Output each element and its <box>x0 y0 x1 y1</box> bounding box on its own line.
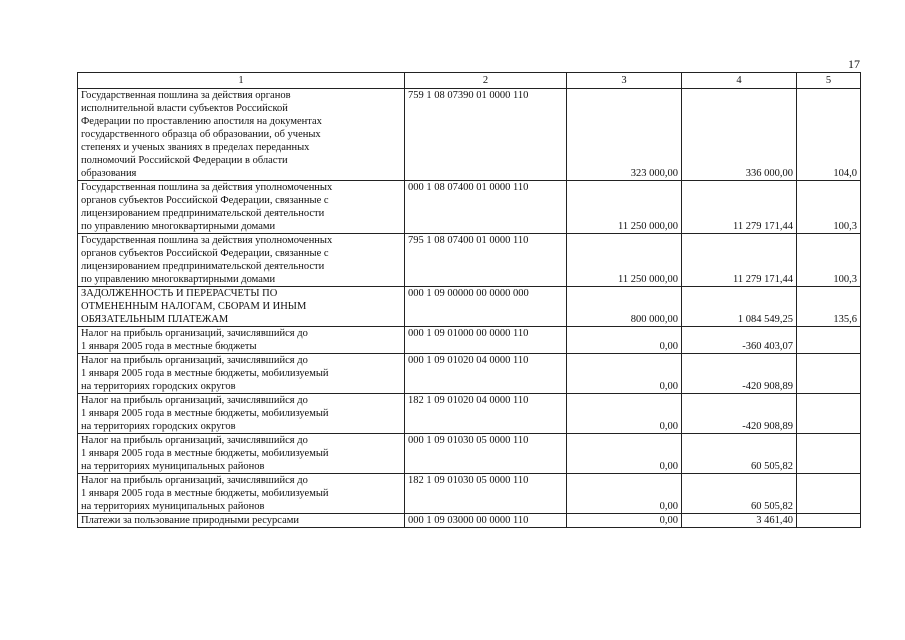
row-name-line: Налог на прибыль организаций, зачислявшийся до <box>81 435 308 446</box>
row-code-cell: 000 1 09 00000 00 0000 000 <box>405 287 567 327</box>
row-fact-cell: 1 084 549,25 <box>682 287 797 327</box>
header-row <box>78 73 861 89</box>
row-name-line: по управлению многоквартирными домами <box>81 274 276 285</box>
row-name-cell <box>78 474 405 514</box>
row-code-cell: 182 1 09 01030 05 0000 110 <box>405 474 567 514</box>
row-name-line: Государственная пошлина за действия органов <box>81 90 291 101</box>
row-code-cell: 795 1 08 07400 01 0000 110 <box>405 234 567 287</box>
table-row <box>78 181 861 234</box>
row-name-line: образования <box>81 168 137 179</box>
row-plan-cell: 0,00 <box>567 394 682 434</box>
row-name-cell <box>78 234 405 287</box>
table-body <box>78 89 861 528</box>
row-name-cell <box>78 327 405 354</box>
row-percent-cell: 100,3 <box>797 181 861 234</box>
row-code-cell: 000 1 09 01000 00 0000 110 <box>405 327 567 354</box>
row-name-line: на территориях муниципальных районов <box>81 501 265 512</box>
table-row <box>78 434 861 474</box>
row-code-cell: 000 1 09 01030 05 0000 110 <box>405 434 567 474</box>
row-fact-cell: 3 461,40 <box>682 514 797 528</box>
row-name-line: государственного образца об образовании, об ученых <box>81 129 321 140</box>
row-name-line: органов субъектов Российской Федерации, связанные с <box>81 248 329 259</box>
row-plan-cell: 11 250 000,00 <box>567 181 682 234</box>
row-fact-cell: 11 279 171,44 <box>682 234 797 287</box>
table-row <box>78 327 861 354</box>
row-name-line: на территориях городских округов <box>81 421 236 432</box>
row-name-line: 1 января 2005 года в местные бюджеты, мобилизуемый <box>81 448 329 459</box>
row-percent-cell <box>797 434 861 474</box>
row-name-cell <box>78 89 405 181</box>
row-name-line: Государственная пошлина за действия уполномоченных <box>81 235 333 246</box>
row-fact-cell: -420 908,89 <box>682 394 797 434</box>
row-fact-cell: 11 279 171,44 <box>682 181 797 234</box>
row-name-line: органов субъектов Российской Федерации, связанные с <box>81 195 329 206</box>
row-name-line: ОТМЕНЕННЫМ НАЛОГАМ, СБОРАМ И ИНЫМ <box>81 301 307 312</box>
budget-table <box>77 72 861 528</box>
row-name-line: Платежи за пользование природными ресурсами <box>81 515 299 526</box>
row-name-cell <box>78 434 405 474</box>
page-number: 17 <box>848 57 860 71</box>
row-fact-cell: -420 908,89 <box>682 354 797 394</box>
row-name-line: полномочий Российской Федерации в области <box>81 155 288 166</box>
row-name-cell <box>78 354 405 394</box>
row-name-line: Налог на прибыль организаций, зачислявшийся до <box>81 475 308 486</box>
row-percent-cell <box>797 474 861 514</box>
row-name-line: ЗАДОЛЖЕННОСТЬ И ПЕРЕРАСЧЕТЫ ПО <box>81 288 278 299</box>
row-percent-cell: 135,6 <box>797 287 861 327</box>
row-fact-cell: 60 505,82 <box>682 474 797 514</box>
row-name-line: на территориях городских округов <box>81 381 236 392</box>
table-row <box>78 474 861 514</box>
row-name-line: Налог на прибыль организаций, зачислявшийся до <box>81 355 308 366</box>
table-row <box>78 89 861 181</box>
row-fact-cell: 60 505,82 <box>682 434 797 474</box>
row-name-line: 1 января 2005 года в местные бюджеты, мобилизуемый <box>81 488 329 499</box>
row-name-cell <box>78 514 405 528</box>
row-name-line: Налог на прибыль организаций, зачислявшийся до <box>81 395 308 406</box>
table-row <box>78 514 861 528</box>
row-name-cell <box>78 181 405 234</box>
row-plan-cell: 0,00 <box>567 434 682 474</box>
header-col-5: 5 <box>797 73 861 89</box>
row-fact-cell: -360 403,07 <box>682 327 797 354</box>
row-name-line: лицензированием предпринимательской деятельности <box>81 208 325 219</box>
row-name-line: 1 января 2005 года в местные бюджеты, мобилизуемый <box>81 368 329 379</box>
row-percent-cell <box>797 327 861 354</box>
table-row <box>78 234 861 287</box>
row-name-line: Налог на прибыль организаций, зачислявшийся до <box>81 328 308 339</box>
row-percent-cell <box>797 514 861 528</box>
row-plan-cell: 323 000,00 <box>567 89 682 181</box>
row-name-cell <box>78 394 405 434</box>
row-percent-cell <box>797 354 861 394</box>
row-fact-cell: 336 000,00 <box>682 89 797 181</box>
table-row <box>78 354 861 394</box>
row-code-cell: 759 1 08 07390 01 0000 110 <box>405 89 567 181</box>
row-code-cell: 182 1 09 01020 04 0000 110 <box>405 394 567 434</box>
row-name-line: 1 января 2005 года в местные бюджеты <box>81 341 257 352</box>
row-plan-cell: 11 250 000,00 <box>567 234 682 287</box>
row-plan-cell: 0,00 <box>567 514 682 528</box>
row-name-line: 1 января 2005 года в местные бюджеты, мобилизуемый <box>81 408 329 419</box>
row-name-line: на территориях муниципальных районов <box>81 461 265 472</box>
row-plan-cell: 800 000,00 <box>567 287 682 327</box>
row-name-line: исполнительной власти субъектов Российской <box>81 103 288 114</box>
row-name-cell <box>78 287 405 327</box>
table-row <box>78 287 861 327</box>
row-percent-cell <box>797 394 861 434</box>
row-code-cell: 000 1 09 03000 00 0000 110 <box>405 514 567 528</box>
row-name-line: по управлению многоквартирными домами <box>81 221 276 232</box>
row-percent-cell: 100,3 <box>797 234 861 287</box>
row-name-line: Федерации по проставлению апостиля на документах <box>81 116 322 127</box>
row-code-cell: 000 1 09 01020 04 0000 110 <box>405 354 567 394</box>
row-name-line: ОБЯЗАТЕЛЬНЫМ ПЛАТЕЖАМ <box>81 314 229 325</box>
header-col-3: 3 <box>567 73 682 89</box>
row-plan-cell: 0,00 <box>567 474 682 514</box>
header-col-4: 4 <box>682 73 797 89</box>
row-code-cell: 000 1 08 07400 01 0000 110 <box>405 181 567 234</box>
row-plan-cell: 0,00 <box>567 354 682 394</box>
row-name-line: лицензированием предпринимательской деятельности <box>81 261 325 272</box>
header-col-2: 2 <box>405 73 567 89</box>
row-name-line: Государственная пошлина за действия уполномоченных <box>81 182 333 193</box>
header-col-1: 1 <box>78 73 405 89</box>
row-name-line: степенях и ученых званиях в пределах переданных <box>81 142 310 153</box>
table-row <box>78 394 861 434</box>
row-plan-cell: 0,00 <box>567 327 682 354</box>
row-percent-cell: 104,0 <box>797 89 861 181</box>
